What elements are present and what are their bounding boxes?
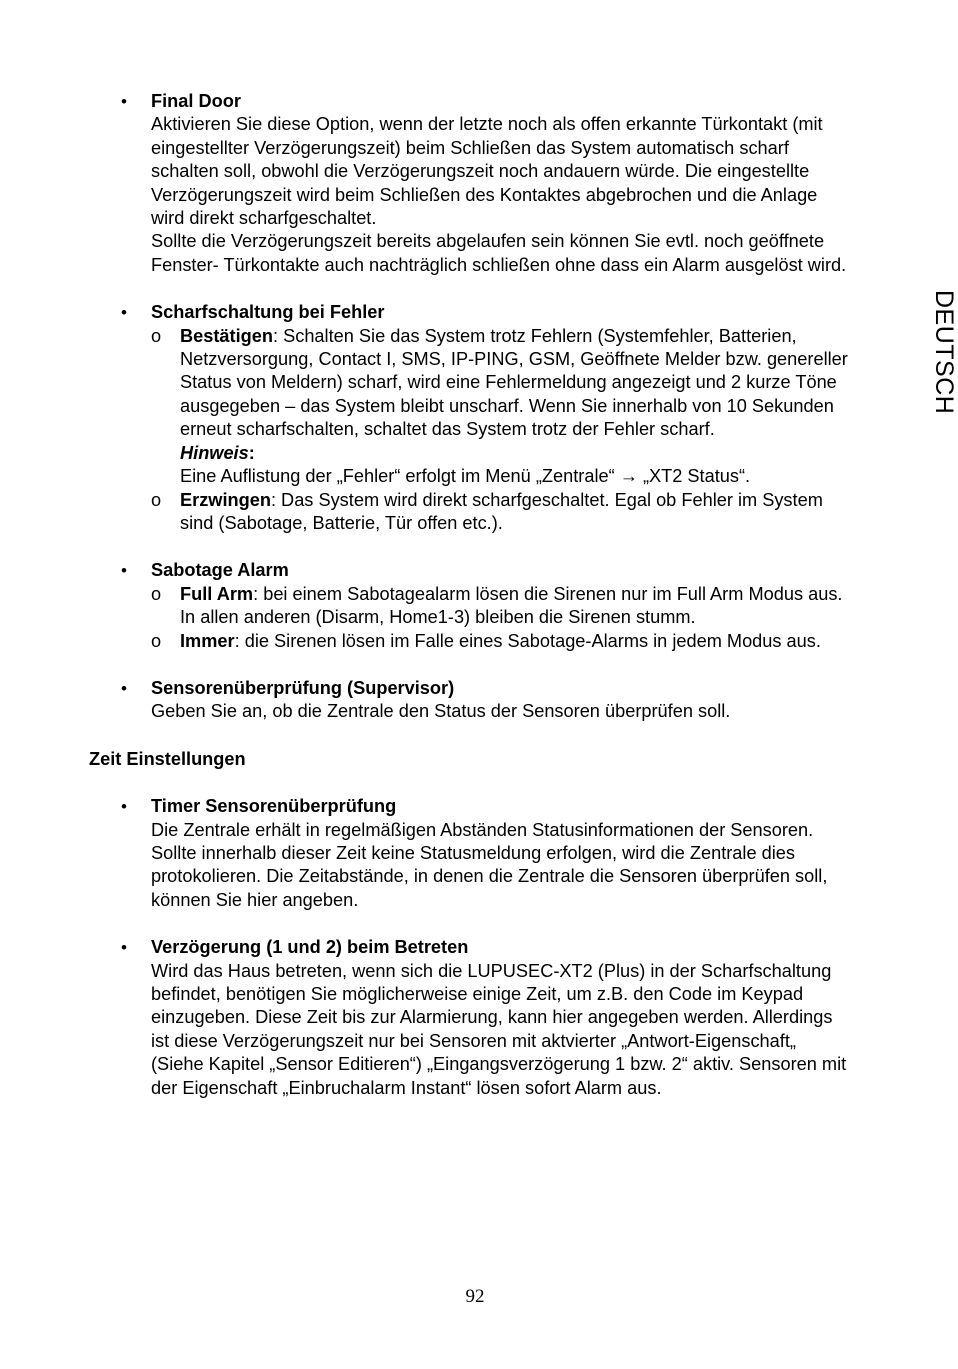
section-entry-delay (0, 936, 851, 1100)
section-arming-with-errors (0, 301, 851, 535)
bullet-marker: • (121, 92, 127, 111)
term-description: : bei einem Sabotagealarm lösen die Sirenen nur im Full Arm Modus aus. In allen anderen (Disarm, Home1-3) bleiben die Sirenen stumm. (180, 583, 843, 628)
arrow-right-icon: → (619, 466, 638, 487)
bullet-marker: • (121, 797, 127, 817)
paragraph: Die Zentrale erhält in regelmäßigen Abständen Statusinformationen der Sensoren. Sollte innerhalb dieser Zeit keine Statusmeldung erfolgen, wird die Zentrale dies protokolieren. Die Zeitabstände, in denen die Zentrale die Sensoren überprüfen soll, können Sie hier angeben. (151, 819, 828, 910)
hint-label: Hinweis (180, 442, 249, 463)
paragraph: Aktivieren Sie diese Option, wenn der letzte noch als offen erkannte Türkontakt (mit eingestellter Verzögerungszeit) beim Schließen das System automatisch scharf schalten soll, obwohl die Verzögerungszeit noch andauern würde. Die eingestellte Verzögerungszeit wird beim Schließen des Kontaktes abgebrochen und die Anlage wird direkt scharfgeschaltet. (151, 114, 823, 229)
term: Erzwingen (180, 489, 271, 510)
sub-item-always (151, 630, 855, 653)
section-supervisor (0, 677, 851, 724)
term: Immer (180, 630, 235, 651)
term-description: : die Sirenen lösen im Falle eines Sabotage-Alarms in jedem Modus aus. (234, 630, 821, 651)
section-title: Sensorenüberprüfung (Supervisor) (151, 677, 455, 698)
paragraph: Wird das Haus betreten, wenn sich die LUPUSEC-XT2 (Plus) in der Scharfschaltung befindet, benötigen Sie möglicherweise einige Zeit, um z.B. den Code im Keypad einzugeben. Diese Zeit bis zur Alarmierung, kann hier angegeben werden. Allerdings ist diese Verzögerungszeit nur bei Sensoren mit aktvierter „Antwort-Eigenschaft„ (Siehe Kapitel „Sensor Editieren“) „Eingangsverzögerung 1 bzw. 2“ aktiv. Sensoren mit der Eigenschaft „Einbruchalarm Instant“ lösen sofort Alarm aus. (151, 960, 847, 1098)
term-description: : Das System wird direkt scharfgeschaltet. Egal ob Fehler im System sind (Sabotage, Batterie, Tür offen etc.). (180, 489, 823, 533)
section-title: Sabotage Alarm (151, 560, 289, 581)
page-number: 92 (465, 1286, 485, 1307)
sub-marker: o (151, 630, 162, 651)
chapter-heading: Zeit Einstellungen (89, 748, 246, 769)
term: Full Arm (180, 583, 254, 604)
sub-item-force (151, 489, 855, 536)
paragraph: Sollte die Verzögerungszeit bereits abgelaufen sein können Sie evtl. noch geöffnete Fenster- Türkontakte auch nachträglich schließen ohne dass ein Alarm ausgelöst wird. (151, 231, 847, 275)
bullet-marker: • (121, 303, 127, 323)
section-timer-supervision (0, 795, 851, 912)
term: Bestätigen (180, 325, 273, 346)
sub-item-full-arm (151, 583, 855, 630)
page-content (0, 90, 950, 1100)
hint-colon: : (248, 442, 255, 463)
hint-text: Eine Auflistung der „Fehler“ erfolgt im Menü „Zentrale“ (180, 466, 620, 487)
bullet-marker: • (121, 561, 127, 581)
section-title: Timer Sensorenüberprüfung (151, 796, 397, 817)
hint-text: „XT2 Status“. (637, 466, 751, 487)
section-sabotage-alarm (0, 559, 851, 653)
bullet-marker: • (121, 678, 127, 698)
section-final-door (0, 90, 851, 277)
section-title: Final Door (151, 91, 241, 111)
sub-item-confirm (151, 325, 855, 489)
sub-marker: o (151, 583, 162, 604)
section-title: Verzögerung (1 und 2) beim Betreten (151, 937, 469, 958)
term-description: : Schalten Sie das System trotz Fehlern (Systemfehler, Batterien, Netzversorgung, Contact I, SMS, IP-PING, GSM, Geöffnete Melder bzw. genereller Status von Meldern) scharf, wird eine Fehlermeldung angezeigt und 2 kurze Töne ausgegeben – das System bleibt unscharf. Wenn Sie innerhalb von 10 Sekunden erneut scharfschalten, schaltet das System trotz der Fehler scharf. (180, 325, 848, 440)
language-tab-label: DEUTSCH (930, 290, 958, 415)
sub-marker: o (151, 489, 162, 510)
section-title: Scharfschaltung bei Fehler (151, 302, 385, 323)
sub-marker: o (151, 325, 162, 346)
paragraph: Geben Sie an, ob die Zentrale den Status der Sensoren überprüfen soll. (151, 701, 731, 722)
bullet-marker: • (121, 938, 127, 958)
